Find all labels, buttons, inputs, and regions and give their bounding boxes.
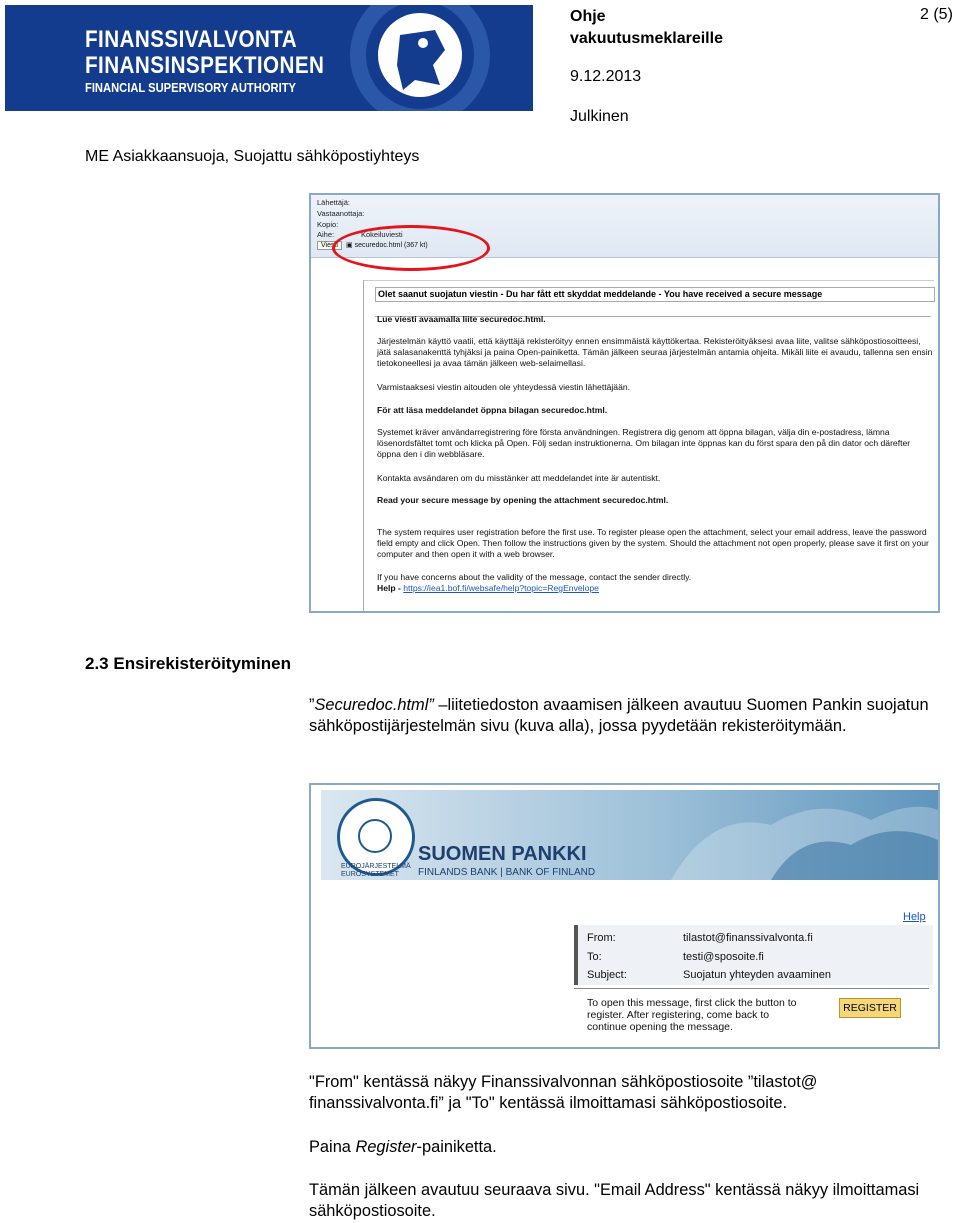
- secure-message-banner: Olet saanut suojatun viestin - Du har fått ett skyddat meddelande - You have received a secure message: [375, 287, 935, 302]
- subject-label: Aihe:: [317, 230, 335, 239]
- page-number: 2 (5): [920, 6, 953, 23]
- cc-label: Kopio:: [317, 220, 339, 229]
- panel-divider: [574, 988, 929, 989]
- from-value: tilastot@finanssivalvonta.fi: [683, 932, 813, 944]
- bank-name: SUOMEN PANKKI: [418, 843, 587, 865]
- attachment-file[interactable]: securedoc.html (367 kt): [354, 242, 428, 249]
- help-link[interactable]: https://iea1.bof.fi/websafe/help?topic=RegEnvelope: [403, 583, 599, 593]
- next-page-paragraph: Tämän jälkeen avautuu seuraava sivu. "Email Address" kentässä näkyy ilmoittamasi sähköpostiosoite.: [309, 1181, 920, 1220]
- eurosystem-label: EUROJÄRJESTELMÄ EUROSYSTEMET: [341, 863, 411, 878]
- help-label: Help -: [377, 583, 404, 593]
- attachment-icon: ▣: [346, 242, 355, 249]
- authority-logo-text: [85, 27, 363, 97]
- highlight-oval: [332, 225, 490, 271]
- en-verify: If you have concerns about the validity of the message, contact the sender directly.: [377, 572, 692, 582]
- to-value: testi@sposoite.fi: [683, 951, 764, 963]
- sv-verify: Kontakta avsändaren om du misstänker att meddelandet inte är autentiskt.: [377, 473, 661, 483]
- from-label: Lähettäjä:: [317, 198, 350, 207]
- register-note: To open this message, first click the button to register. After registering, come back to continue opening the message.: [587, 997, 797, 1033]
- logo-line-3: FINANCIAL SUPERVISORY AUTHORITY: [85, 80, 296, 95]
- fi-heading: Lue viesti avaamalla liite securedoc.html.: [377, 314, 546, 324]
- sv-heading: För att läsa meddelandet öppna bilagan securedoc.html.: [377, 405, 608, 415]
- sv-instructions: Systemet kräver användarregistrering före första användningen. Registrera dig genom att öppna bilagan, välja din e-postadress, lämna lösenordsfältet tomt och klicka på Open. Följ sedan instruktionerna. Om bilagan inte öppnas kan du först spara den på din dator och därefter öppna den i din webbläsare.: [377, 427, 911, 459]
- to-label: To:: [587, 951, 602, 963]
- file-name: Securedoc.html: [314, 696, 429, 714]
- subject-label: Subject:: [587, 969, 627, 981]
- section-heading: 2.3 Ensirekisteröityminen: [85, 654, 291, 673]
- bank-header: [321, 790, 938, 880]
- subject-value: Kokeiluviesti: [361, 230, 403, 239]
- en-heading: Read your secure message by opening the attachment securedoc.html.: [377, 495, 669, 505]
- bank-page-screenshot: [309, 783, 940, 1049]
- logo-line-1: FINANSSIVALVONTA: [85, 26, 298, 53]
- from-to-paragraph: "From" kentässä näkyy Finanssivalvonnan sähköpostiosoite ”tilastot@ finanssivalvonta.fi” ja "To" kentässä ilmoittamasi sähköpostiosoite.: [309, 1073, 818, 1112]
- register-button[interactable]: REGISTER: [839, 998, 901, 1018]
- email-screenshot: [309, 193, 940, 613]
- document-title: Ohje vakuutusmeklareille: [570, 8, 723, 47]
- classification: Julkinen: [570, 108, 629, 125]
- message-tab[interactable]: Viesti: [317, 241, 342, 250]
- subject-line: ME Asiakkaansuoja, Suojattu sähköpostiyhteys: [85, 148, 420, 165]
- register-paragraph: Paina Register-painiketta.: [309, 1138, 497, 1156]
- intro-paragraph: ”Securedoc.html” –liitetiedoston avaamisen jälkeen avautuu Suomen Pankin suojatun sähköpostijärjestelmän sivu (kuva alla), jossa pyydetään rekisteröitymään.: [309, 696, 929, 735]
- en-instructions: The system requires user registration before the first use. To register please open the attachment, select your email address, leave the password field empty and click Open. Then follow the instructions given by the system. Should the attachment not open properly, please save it first on your computer and then open it with a web browser.: [377, 527, 929, 559]
- fi-instructions: Järjestelmän käyttö vaatii, että käyttäjä rekisteröityy ennen ensimmäistä käyttökertaa. Rekisteröityäksesi avaa liite, valitse sähköpostiosoitteesi, jätä salasanakenttä tyhjäksi ja paina Open-painiketta. Tämän jälkeen seuraa järjestelmän antamia ohjeita. Mikäli liite ei avaudu, tallenna sen ensin tietokoneellesi ja avaa tämän jälkeen web-selaimellasi.: [377, 336, 933, 368]
- document-date: 9.12.2013: [570, 68, 642, 85]
- sculpture-banner-icon: [651, 790, 938, 880]
- authority-logo-banner: [5, 5, 533, 111]
- help-link[interactable]: Help: [903, 911, 926, 923]
- subject-value: Suojatun yhteyden avaaminen: [683, 969, 831, 981]
- logo-line-2: FINANSINSPEKTIONEN: [85, 52, 325, 79]
- to-label: Vastaanottaja:: [317, 209, 365, 218]
- fi-verify: Varmistaaksesi viestin aitouden ole yhteydessä viestin lähettäjään.: [377, 382, 631, 392]
- help-row: [377, 583, 933, 594]
- from-label: From:: [587, 932, 616, 944]
- bank-subtitle: FINLANDS BANK | BANK OF FINLAND: [418, 867, 596, 878]
